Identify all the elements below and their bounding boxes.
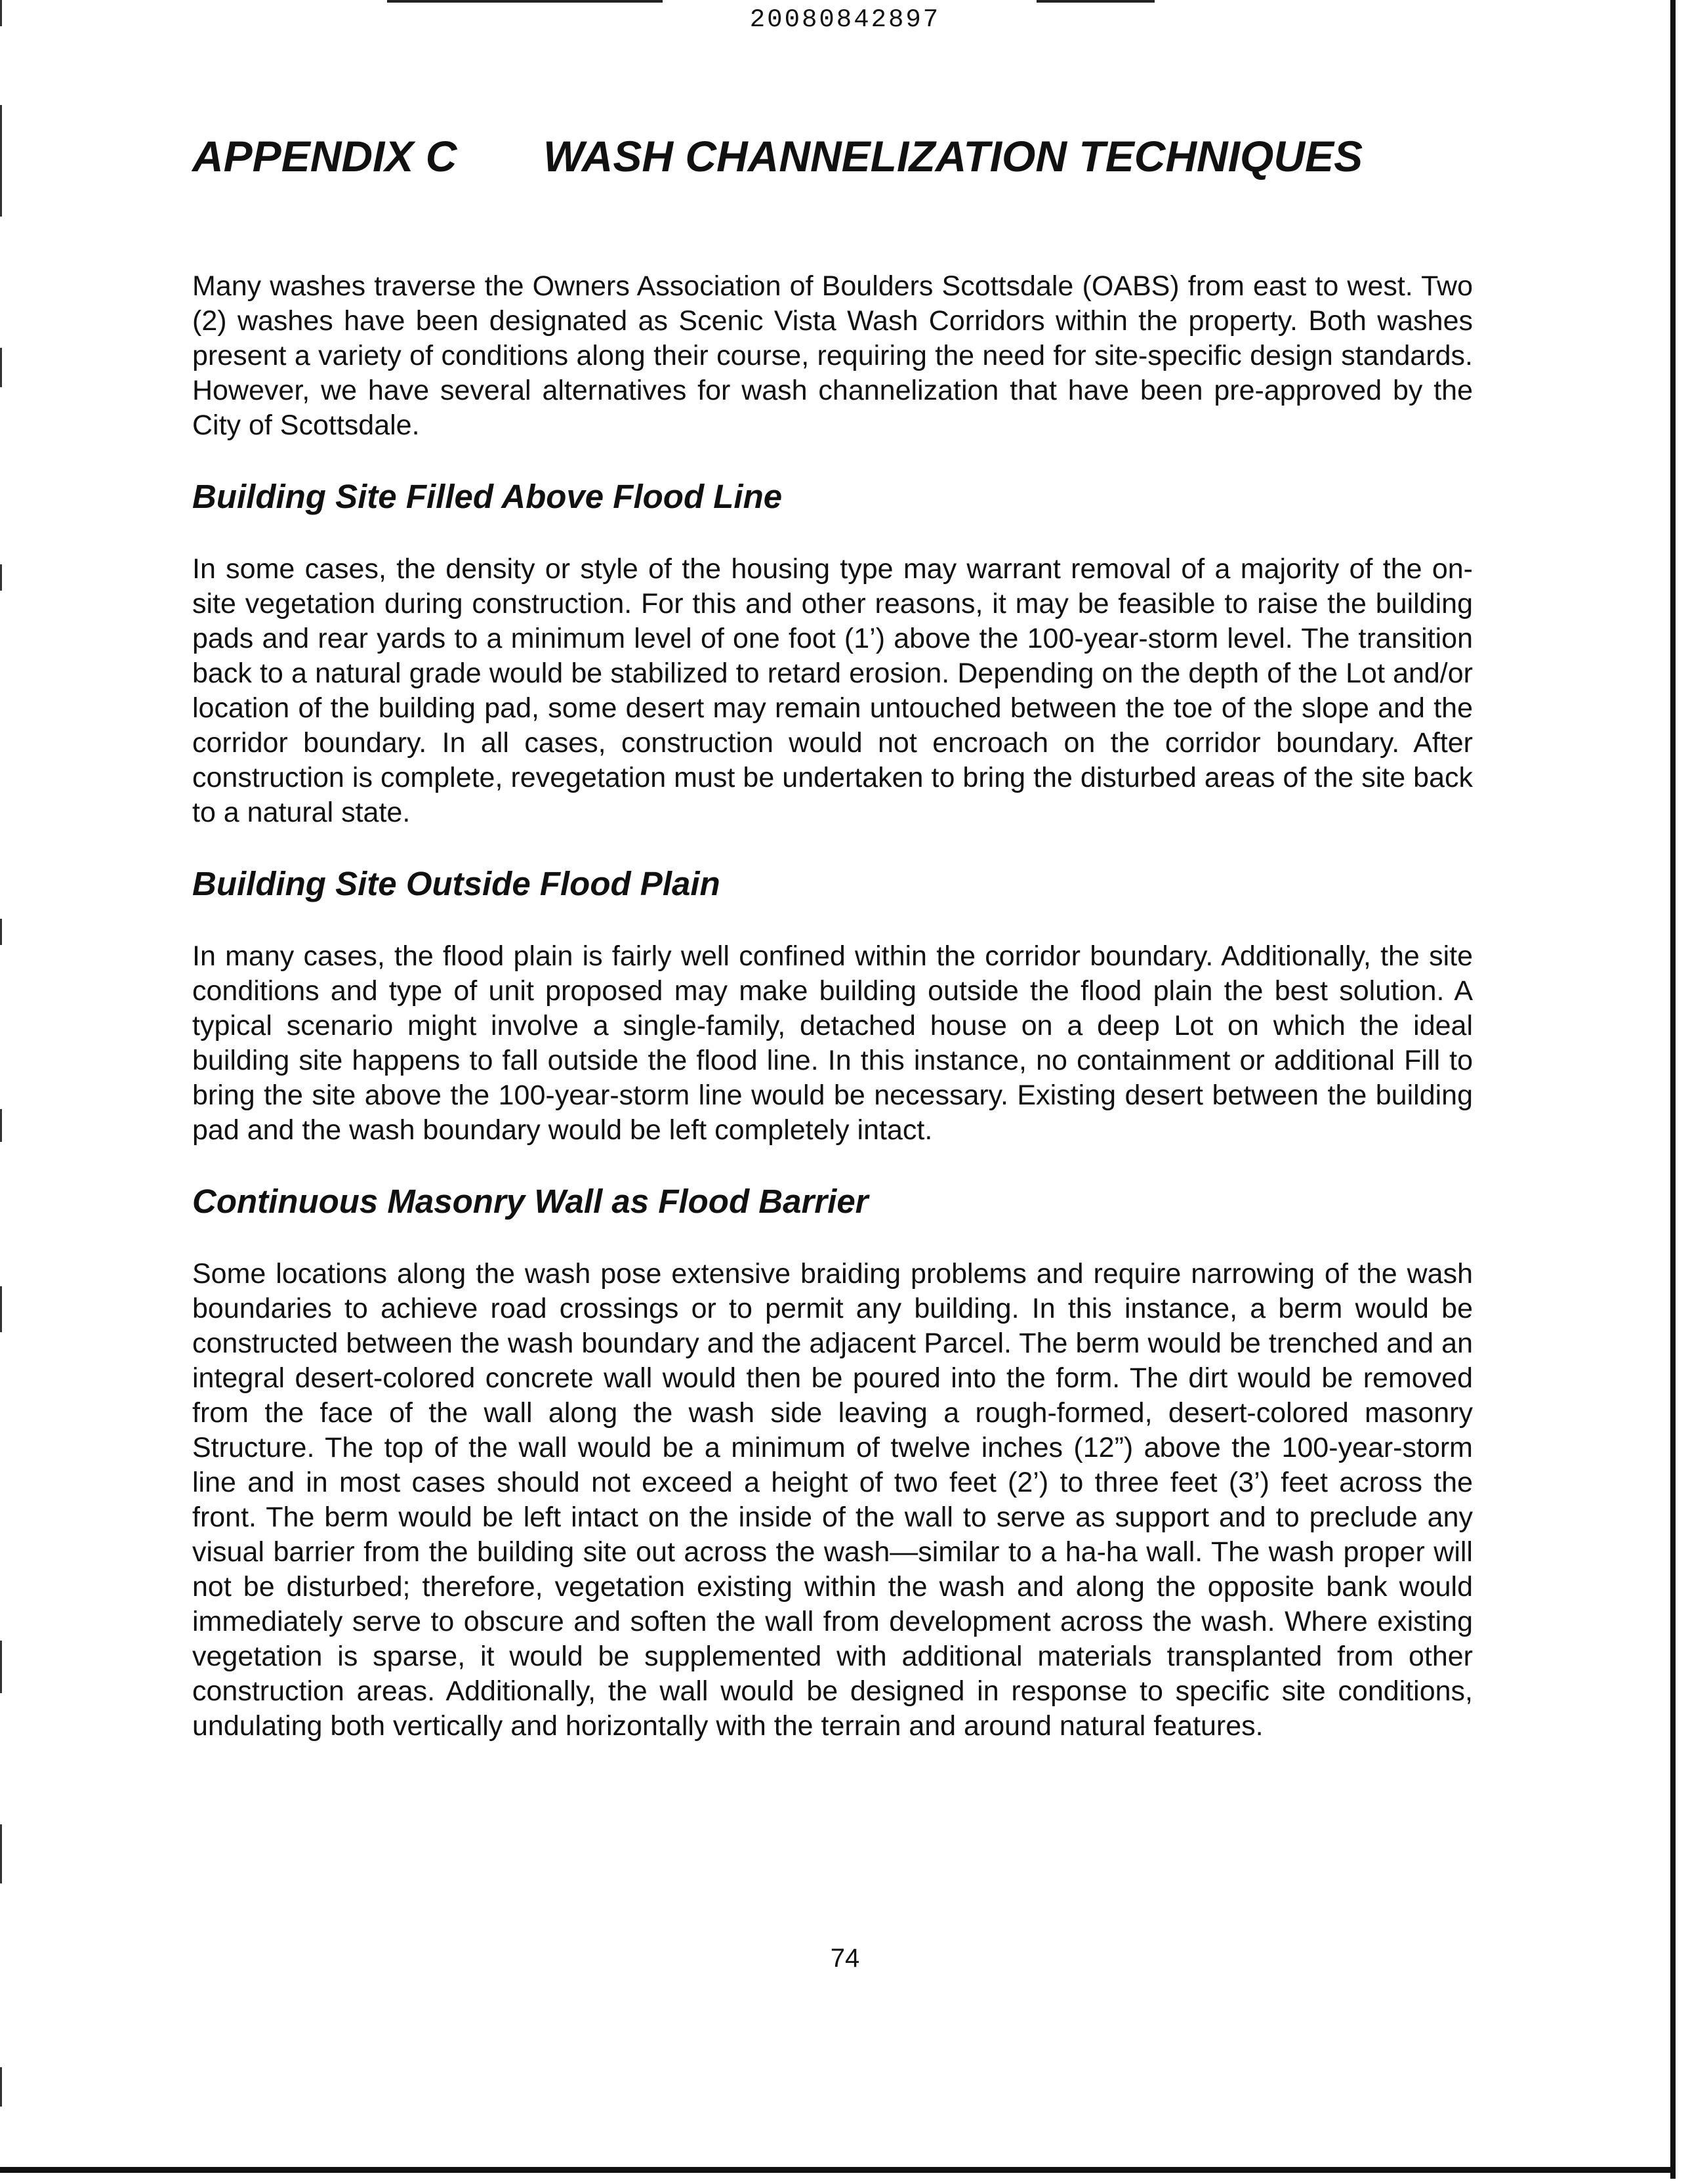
appendix-title: WASH CHANNELIZATION TECHNIQUES: [543, 132, 1363, 180]
document-body: [192, 269, 1473, 1744]
section-heading: Building Site Outside Flood Plain: [192, 865, 720, 902]
section-heading: Continuous Masonry Wall as Flood Barrier: [192, 1183, 869, 1220]
section-heading: Building Site Filled Above Flood Line: [192, 478, 783, 515]
scan-edge-line: [387, 0, 663, 3]
page-number: 74: [830, 1944, 860, 1973]
appendix-label: APPENDIX C: [192, 132, 457, 180]
document-id: 20080842897: [749, 5, 941, 34]
section-paragraph: In many cases, the flood plain is fairly well confined within the corridor boundary. Additionally, the site conditions and type of unit proposed may make building outside the flood plain the best solution. A typical scenario might involve a single-family, detached house on a deep Lot on which the ideal building site happens to fall outside the flood line. In this instance, no containment or additional Fill to bring the site above the 100-year-storm line would be necessary. Existing desert between the building pad and the wash boundary would be left completely intact.: [192, 940, 1473, 1146]
section-paragraph: Some locations along the wash pose extensive braiding problems and require narrowing of the wash boundaries to achieve road crossings or to permit any building. In this instance, a berm would be constructed between the wash boundary and the adjacent Parcel. The berm would be trenched and an integral desert-colored concrete wall would then be poured into the form. The dirt would be removed from the face of the wall along the wash side leaving a rough-formed, desert-colored masonry Structure. The top of the wall would be a minimum of twelve inches (12”) above the 100-year-storm line and in most cases should not exceed a height of two feet (2’) to three feet (3’) feet across the front. The berm would be left intact on the inside of the wall to serve as support and to preclude any visual barrier from the building site out across the wash—similar to a ha-ha wall. The wash proper will not be disturbed; therefore, vegetation existing within the wash and along the opposite bank would immediately serve to obscure and soften the wall from development across the wash. Where existing vegetation is sparse, it would be supplemented with additional materials transplanted from other construction areas. Additionally, the wall would be designed in response to specific site conditions, undulating both vertically and horizontally with the terrain and around natural features.: [192, 1258, 1473, 1742]
intro-paragraph: Many washes traverse the Owners Association of Boulders Scottsdale (OABS) from east to west. Two (2) washes have been designated as Scenic Vista Wash Corridors within the property. Both washes present a variety of conditions along their course, requiring the need for site-specific design standards. However, we have several alternatives for wash channelization that have been pre-approved by the City of Scottsdale.: [192, 270, 1473, 441]
scan-edge-line: [1037, 0, 1155, 3]
section-paragraph: In some cases, the density or style of the housing type may warrant removal of a majority of the on-site vegetation during construction. For this and other reasons, it may be feasible to raise the building pads and rear yards to a minimum level of one foot (1’) above the 100-year-storm level. The transition back to a natural grade would be stabilized to retard erosion. Depending on the depth of the Lot and/or location of the building pad, some desert may remain untouched between the toe of the slope and the corridor boundary. In all cases, construction would not encroach on the corridor boundary. After construction is complete, revegetation must be undertaken to bring the disturbed areas of the site back to a natural state.: [192, 553, 1473, 828]
scan-right-border: [1670, 0, 1676, 2179]
scan-left-edge-marks: [0, 0, 4, 2166]
scan-bottom-border: [0, 2167, 1676, 2173]
page-title: [192, 131, 1363, 181]
